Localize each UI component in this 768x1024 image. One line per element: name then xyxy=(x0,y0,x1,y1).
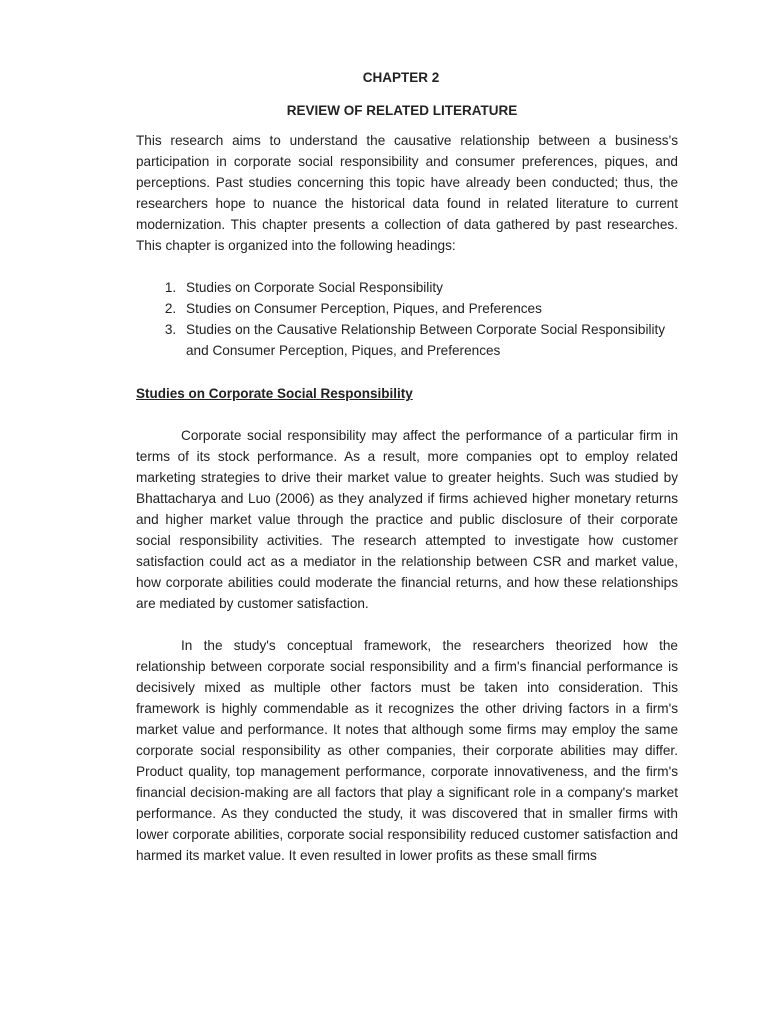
chapter-label: CHAPTER 2 xyxy=(362,70,440,85)
chapter-title: REVIEW OF RELATED LITERATURE xyxy=(286,103,518,118)
list-item: 3. Studies on the Causative Relationship Between Corporate Social Responsibility and Consumer Perception, Piques, and Preferences xyxy=(180,319,678,361)
section-heading: Studies on Corporate Social Responsibility xyxy=(136,386,413,401)
list-item: 2. Studies on Consumer Perception, Piques, and Preferences xyxy=(180,298,678,319)
intro-paragraph: This research aims to understand the causative relationship between a business's participation in corporate social responsibility and consumer preferences, piques, and perceptions. Past studies concerning this topic have already been conducted; thus, the researchers hope to nuance the historical data found in related literature to current modernization. This chapter presents a collection of data gathered by past researches. This chapter is organized into the following headings: xyxy=(136,133,678,253)
list-item: 1. Studies on Corporate Social Responsibility xyxy=(180,277,678,298)
body-paragraph: Corporate social responsibility may affect the performance of a particular firm in terms of its stock performance. As a result, more companies opt to employ related marketing strategies to drive their market value to greater heights. Such was studied by Bhattacharya and Luo (2006) as they analyzed if firms achieved higher monetary returns and higher market value through the practice and public disclosure of their corporate social responsibility activities. The research attempted to investigate how customer satisfaction could act as a mediator in the relationship between CSR and market value, how corporate abilities could moderate the financial returns, and how these relationships are mediated by customer satisfaction. xyxy=(136,428,678,611)
headings-list xyxy=(136,277,678,361)
body-paragraph: In the study's conceptual framework, the researchers theorized how the relationship between corporate social responsibility and a firm's financial performance is decisively mixed as multiple other factors must be taken into consideration. This framework is highly commendable as it recognizes the other driving factors in a firm's market value and performance. It notes that although some firms may employ the same corporate social responsibility as other companies, their corporate abilities may differ. Product quality, top management performance, corporate innovativeness, and the firm's financial decision-making are all factors that play a significant role in a company's market performance. As they conducted the study, it was discovered that in smaller firms with lower corporate abilities, corporate social responsibility reduced customer satisfaction and harmed its market value. It even resulted in lower profits as these small firms xyxy=(136,638,678,863)
